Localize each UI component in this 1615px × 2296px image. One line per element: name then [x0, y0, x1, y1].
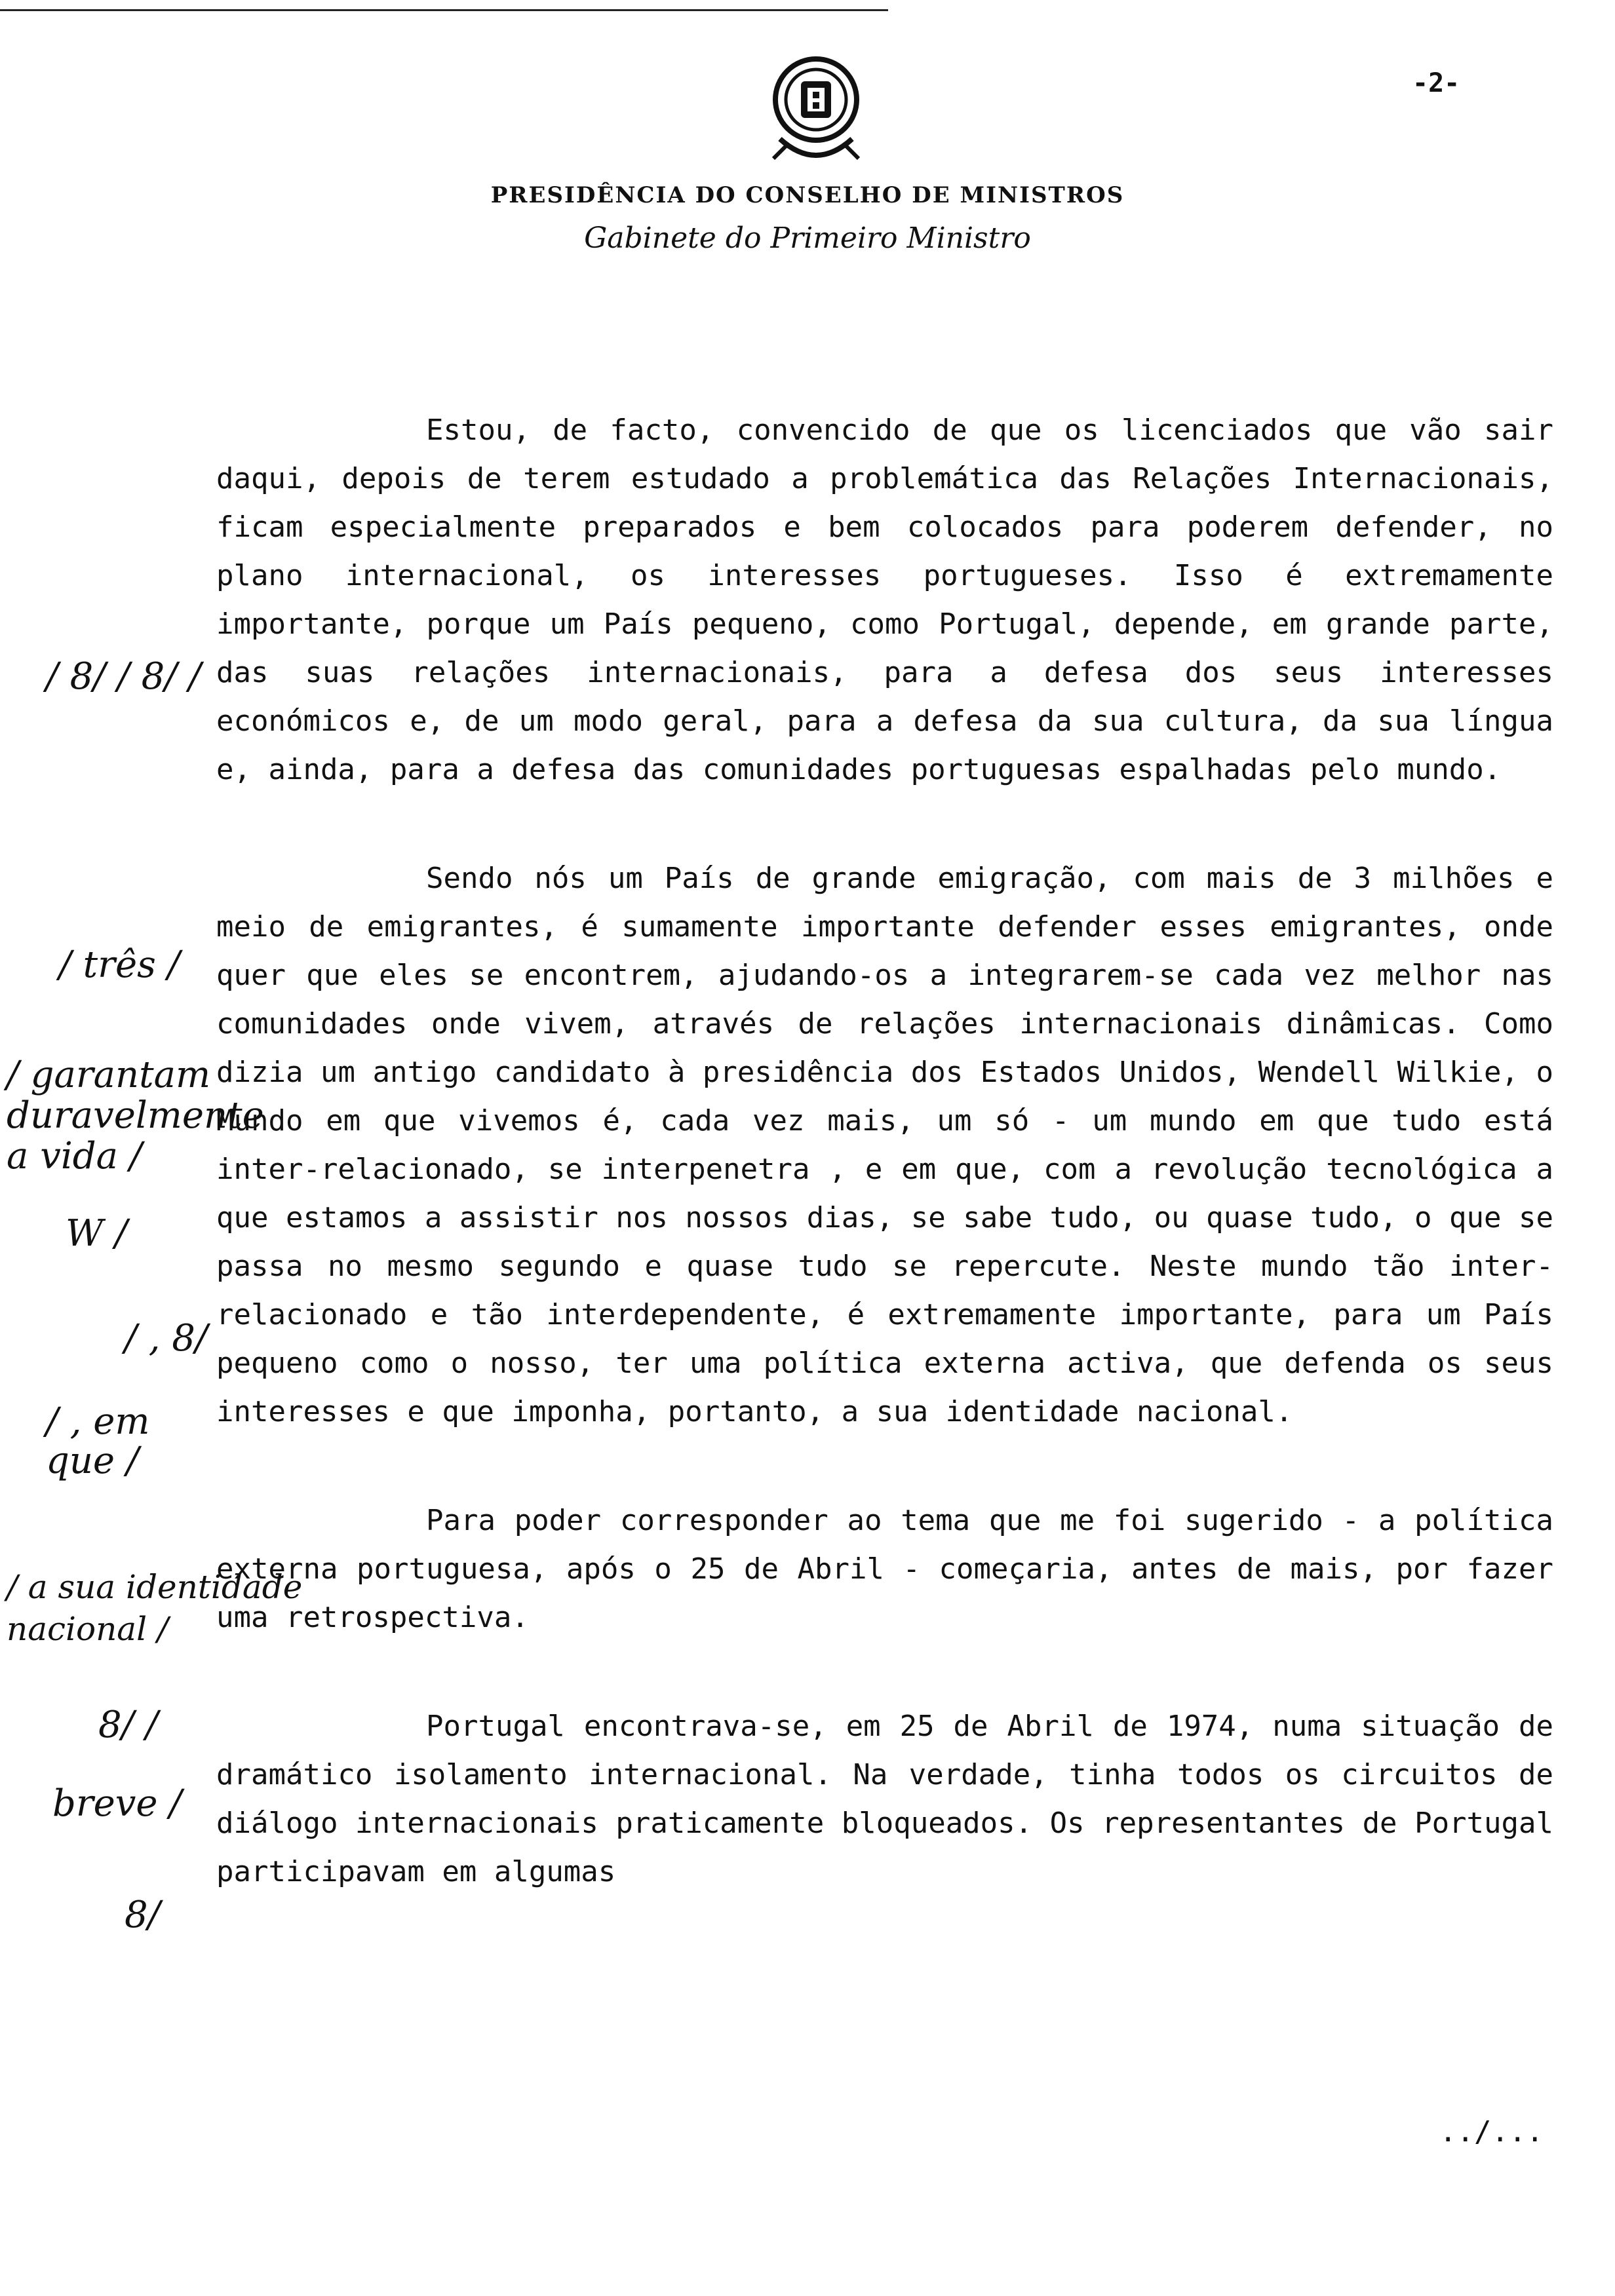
paragraph-3: Para poder corresponder ao tema que me foi sugerido - a política externa portuguesa, após o 25 de Abril - começaria, antes de mais, por fazer uma retrospectiva. — [216, 1504, 1553, 1634]
margin-note: / , 8/ — [125, 1317, 208, 1360]
paragraph-4: Portugal encontrava-se, em 25 de Abril de 1974, numa situação de dramático isolamento internacional. Na verdade, tinha todos os circuitos de diálogo internacionais praticamente bloqueados. Os representantes de Portugal participavam em algumas — [216, 1710, 1553, 1888]
document-body — [216, 406, 1553, 1896]
header-title: PRESIDÊNCIA DO CONSELHO DE MINISTROS — [490, 182, 1125, 208]
coat-of-arms-seal-icon — [760, 47, 872, 172]
margin-note: / a sua identidade nacional / — [7, 1568, 303, 1648]
margin-note: / garantam duravelmente a vida / — [7, 1054, 264, 1177]
continuation-mark: ../... — [1439, 2115, 1544, 2149]
paragraph-2: Sendo nós um País de grande emigração, com mais de 3 milhões e meio de emigrantes, é sumamente importante defender esses emigrantes, onde quer que eles se encontrem, ajudando-os a integrarem-se cada vez melhor nas comunidades onde vivem, através de relações internacionais dinâmicas. Como dizia um antigo candidato à presidência dos Estados Unidos, Wendell Wilkie, o Mundo em que vivemos é, cada vez mais, um só - um mundo em que tudo está inter-relacionado, se interpenetra , e em que, com a revolução tecnológica a que estamos a assistir nos nossos dias, se sabe tudo, ou quase tudo, o que se passa no mesmo segundo e quase tudo se repercute. Neste mundo tão inter-relacionado e tão interdependente, é extremamente importante, para um País pequeno como o nosso, ter uma política externa activa, que defenda os seus interesses e que imponha, portanto, a sua identidade nacional. — [216, 862, 1553, 1428]
margin-note: / , em que / — [46, 1400, 150, 1482]
header-subtitle: Gabinete do Primeiro Ministro — [584, 221, 1031, 255]
margin-note: 8/ / — [98, 1704, 159, 1746]
margin-note: breve / — [52, 1782, 182, 1825]
margin-note: 8/ — [125, 1894, 161, 1936]
page-number: -2- — [1412, 68, 1460, 98]
margin-note: / três / — [59, 944, 180, 986]
margin-note: W / — [66, 1212, 128, 1255]
margin-note: / 8/ / 8/ / — [46, 655, 201, 698]
paragraph-1: Estou, de facto, convencido de que os licenciados que vão sair daqui, depois de terem estudado a problemática das Relações Internacionais, ficam especialmente preparados e bem colocados para poderem defender, no plano internacional, os interesses portugueses. Isso é extremamente importante, porque um País pequeno, como Portugal, depende, em grande parte, das suas relações internacionais, para a defesa dos seus interesses económicos e, de um modo geral, para a defesa da sua cultura, da sua língua e, ainda, para a defesa das comunidades portuguesas espalhadas pelo mundo. — [216, 413, 1553, 786]
top-rule — [0, 9, 888, 11]
